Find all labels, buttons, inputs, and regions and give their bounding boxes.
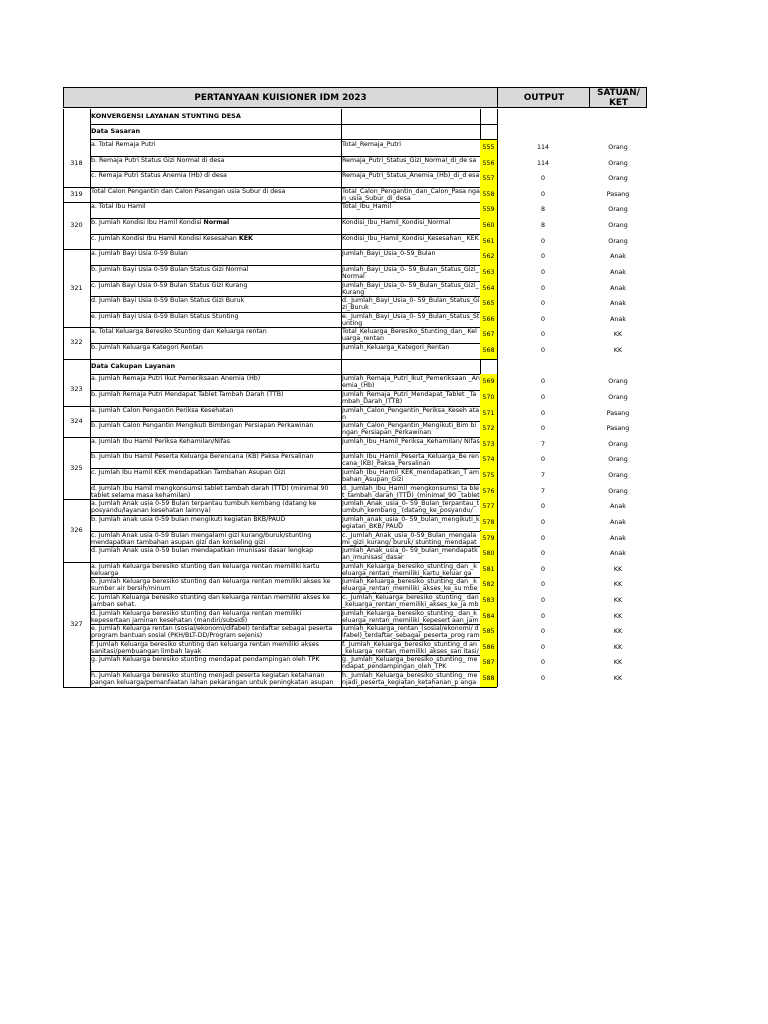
question-cell: d. Jumlah Anak usia 0-59 bulan mendapatkan imunisasi dasar lengkap (91, 547, 314, 555)
code-cell: 570 (480, 390, 497, 406)
code-cell: 571 (480, 406, 497, 422)
unit-cell: Anak (610, 518, 626, 526)
question-cell (90, 234, 341, 250)
code-cell: 564 (480, 281, 497, 297)
group-number: 322 (70, 338, 83, 347)
code-cell: 560 (480, 218, 497, 234)
question-cell: b. Jumlah anak usia 0-59 bulan mengikuti kegiatan BKB/PAUD (91, 515, 286, 523)
section-konvergensi: KONVERGENSI LAYANAN STUNTING DESA (91, 112, 241, 120)
unit-cell: Orang (608, 378, 628, 386)
unit-cell: Pasang (606, 409, 630, 417)
output-cell: 0 (540, 315, 545, 323)
unit-cell: Orang (608, 487, 628, 495)
variable-cell: Jumlah_Remaja_Putri_Ikut_Pemeriksaan _Anemia_(Hb) (342, 375, 480, 390)
output-cell: 0 (540, 300, 545, 308)
variable-cell: Remaja_Putri_Status_Gizi_Normal_di_de sa (342, 156, 477, 164)
table-row (63, 421, 647, 437)
code-cell: 563 (480, 265, 497, 281)
output-cell: 0 (540, 550, 545, 558)
question-cell: a. Jumlah Bayi Usia 0-59 Bulan (91, 250, 188, 258)
question-cell: Total Calon Pengantin dan Calon Pasangan usia Subur di desa (91, 187, 286, 195)
table-row (63, 265, 647, 281)
variable-cell: Kondisi_Ibu_Hamil_Kondisi_Kesesahan_ KEK (342, 234, 479, 242)
question-cell: f. Jumlah Keluarga beresiko stunting dan keluarga rentan memiliki akses sanitasi/pembuangan limbah layak (91, 640, 319, 655)
unit-cell: KK (613, 347, 623, 355)
question-cell: c. Jumlah Bayi Usia 0-59 Bulan Status Gizi Kurang (91, 281, 248, 289)
variable-cell: Jumlah_Calon_Pengantin_Mengikuti_Bim bingan_Persiapan_Perkawinan (342, 422, 477, 437)
output-cell: 0 (540, 347, 545, 355)
question-cell: a. Total Remaja Putri (91, 141, 156, 148)
unit-cell: Anak (610, 534, 626, 542)
table-row (63, 546, 647, 562)
variable-cell: Jumlah_Keluarga_Kategori_Rentan (342, 344, 450, 352)
unit-cell: Orang (608, 175, 628, 183)
output-cell: 0 (540, 393, 545, 401)
grid-hline (90, 359, 497, 360)
question-cell: a. Jumlah Calon Pengantin Periksa Kesehatan (91, 406, 234, 414)
variable-cell: Jumlah_Keluarga_beresiko_stunting_ dan_keluarga_rentan_memiliki_kepesert aan_jam (342, 609, 479, 624)
output-cell: 0 (540, 253, 545, 261)
variable-cell: g._Jumlah_Keluarga_beresiko_stunting_ mendapat_pendampingan_oleh_TPK (342, 656, 478, 671)
header-question: PERTANYAAN KUISIONER IDM 2023 (194, 92, 367, 103)
question-cell: b. Jumlah Keluarga Kategori Rentan (91, 344, 203, 352)
question-text: b. Jumlah Kondisi Ibu Hamil Kondisi (91, 219, 204, 227)
question-cell: b. Remaja Putri Status Gizi Normal di desa (91, 156, 225, 164)
variable-cell: Total_Remaja_Putri (342, 141, 402, 148)
output-cell: 0 (540, 503, 545, 511)
output-cell: 0 (540, 237, 545, 245)
question-cell: d. Jumlah Keluarga beresiko stunting dan keluarga rentan memiliki kepesertaan jaminan kesehatan (mandiri/subsidi) (91, 609, 302, 624)
variable-cell: c._Jumlah_Keluarga_beresiko_stunting_ dan_keluarga_rentan_memiliki_akses_ke_ja mb (342, 593, 479, 608)
variable-cell: Jumlah_Calon_Pengantin_Periksa_Keseh atan (342, 406, 480, 421)
code-cell: 562 (480, 249, 497, 265)
question-cell: d. Jumlah Bayi Usia 0-59 Bulan Status Gizi Buruk (91, 297, 245, 305)
table-row (63, 156, 647, 172)
group-number: 327 (70, 619, 83, 628)
table-row (63, 624, 647, 640)
table-row (63, 562, 647, 578)
table-row (63, 609, 647, 625)
group-number: 326 (70, 526, 83, 535)
output-cell: 0 (540, 331, 545, 339)
code-cell: 556 (480, 156, 497, 172)
code-cell: 584 (480, 609, 497, 625)
group-number: 324 (70, 416, 83, 425)
table-row (63, 577, 647, 593)
header-unit: SATUAN/ KET (589, 88, 647, 107)
group-number: 318 (70, 159, 83, 167)
unit-cell: Anak (610, 268, 626, 276)
question-cell: d. Jumlah Ibu Hamil mengkonsumsi tablet tambah darah (TTD) (minimal 90 tablet selama masa kehamilan) (91, 484, 329, 499)
question-cell: c. Remaja Putri Status Anemia (Hb) di desa (91, 172, 227, 180)
output-cell: 8 (540, 222, 545, 230)
header-output: OUTPUT (497, 88, 590, 107)
variable-cell: Total_Keluarga_Beresiko_Stunting_dan_ Keluarga_rentan (342, 328, 477, 343)
question-cell: a. Jumlah Keluarga beresiko stunting dan keluarga rentan memiliki kartu keluarga (91, 562, 320, 577)
variable-cell: Jumlah_Bayi_Usia_0- 59_Bulan_Status_Gizi_Normal (342, 265, 479, 280)
unit-cell: KK (613, 565, 623, 573)
unit-cell: Orang (608, 222, 628, 230)
code-cell: 565 (480, 296, 497, 312)
variable-cell: Total_Calon_Pengantin_dan_Calon_Pasa ngan_usia_Subur_di_desa (342, 187, 480, 202)
table-row (63, 499, 647, 515)
variable-cell: Jumlah_Keluarga_rentan_(sosial/ekonomi/ difabel)_terdaftar_sebagai_peserta_prog ram (342, 625, 480, 640)
unit-cell: Orang (608, 472, 628, 480)
code-cell: 573 (480, 437, 497, 453)
code-cell: 577 (480, 499, 497, 515)
table-body (63, 109, 647, 687)
variable-cell: d._Jumlah_Ibu_Hamil_mengkonsumsi_ta blet_tambah_darah_(TTD)_(minimal_90 _tablet (342, 484, 480, 499)
table-row (63, 468, 647, 484)
variable-cell: Total_Ibu_Hamil (342, 203, 392, 211)
code-cell: 575 (480, 468, 497, 484)
question-cell: b. Jumlah Keluarga beresiko stunting dan keluarga rentan memiliki akses ke sumber air bersih/minum (91, 578, 331, 593)
code-cell: 578 (480, 515, 497, 531)
table-row (63, 296, 647, 312)
table-row (63, 343, 647, 359)
table-header (63, 87, 647, 108)
unit-cell: Anak (610, 315, 626, 323)
unit-cell: Anak (610, 253, 626, 261)
output-cell: 0 (540, 378, 545, 386)
question-cell: e. Jumlah Keluarga rentan (sosial/ekonomi/difabel) terdaftar sebagai peserta program bantuan sosial (PKH/BLT-DD/Program sejenis) (91, 625, 333, 640)
question-cell (90, 218, 341, 234)
unit-cell: KK (613, 643, 623, 651)
unit-cell: Anak (610, 284, 626, 292)
table-row (63, 484, 647, 500)
group-number: 320 (70, 221, 83, 230)
unit-cell: Anak (610, 300, 626, 308)
table-row (63, 327, 647, 343)
table-row (63, 671, 647, 687)
question-cell: a. Jumlah Anak usia 0-59 Bulan terpantau tumbuh kembang (datang ke posyandu/layanan kesehatan lainnya) (91, 500, 317, 515)
table-row (63, 202, 647, 218)
unit-cell: KK (613, 612, 623, 620)
code-cell: 567 (480, 327, 497, 343)
output-cell: 0 (540, 565, 545, 573)
code-cell: 569 (480, 374, 497, 390)
table-row (63, 593, 647, 609)
variable-cell: Jumlah_Keluarga_beresiko_stunting_dan _keluarga_rentan_memiliki_kartu_keluar ga (342, 562, 477, 577)
table-row (63, 640, 647, 656)
output-cell: 0 (540, 456, 545, 464)
variable-cell: Jumlah_Ibu_Hamil_Periksa_Kehamilan/ Nifas (342, 437, 480, 445)
variable-cell: Jumlah_Bayi_Usia_0-59_Bulan (342, 250, 436, 258)
question-emphasis: KEK (238, 234, 253, 242)
table-row (63, 655, 647, 671)
code-cell: 568 (480, 343, 497, 359)
question-cell: b. Jumlah Bayi Usia 0-59 Bulan Status Gizi Normal (91, 265, 249, 273)
question-cell: a. Total Ibu Hamil (91, 203, 146, 211)
code-cell: 576 (480, 484, 497, 500)
output-cell: 0 (540, 643, 545, 651)
code-cell: 561 (480, 234, 497, 250)
code-cell: 587 (480, 655, 497, 671)
group-number: 319 (70, 189, 83, 198)
question-cell: a. Jumlah Remaja Putri Ikut Pemeriksaan Anemia (Hb) (91, 375, 261, 383)
code-cell: 557 (480, 171, 497, 187)
unit-cell: Orang (608, 393, 628, 401)
variable-cell: Jumlah_Keluarga_beresiko_stunting_dan _keluarga_rentan_memiliki_akses_ke_su mbe (342, 578, 478, 593)
unit-cell: Orang (608, 440, 628, 448)
code-cell: 588 (480, 671, 497, 687)
output-cell: 0 (540, 409, 545, 417)
output-cell: 0 (540, 268, 545, 276)
question-cell: c. Jumlah Keluarga beresiko stunting dan keluarga rentan memiliki akses ke jamban sehat. (91, 593, 330, 608)
table-row (63, 187, 647, 203)
table-row (63, 140, 647, 156)
variable-cell: e._Jumlah_Bayi_Usia_0- 59_Bulan_Status_Stunting (342, 312, 480, 327)
question-cell: b. Jumlah Calon Pengantin Mengikuti Bimbingan Persiapan Perkawinan (91, 422, 314, 430)
table-row (63, 312, 647, 328)
variable-cell: Jumlah_anak_usia_0- 59_bulan_mengikuti_kegiatan_BKB/ PAUD (342, 515, 480, 530)
question-cell: e. Jumlah Bayi Usia 0-59 Bulan Status Stunting (91, 312, 239, 320)
unit-cell: Anak (610, 550, 626, 558)
question-cell: a. Jumlah Ibu Hamil Periksa Kehamilan/Nifas (91, 437, 231, 445)
group-number: 321 (70, 284, 83, 293)
code-cell: 559 (480, 202, 497, 218)
grid-hline (90, 687, 497, 688)
output-cell: 114 (536, 159, 550, 167)
output-cell: 0 (540, 581, 545, 589)
code-cell: 585 (480, 624, 497, 640)
question-text: c. Jumlah Kondisi Ibu Hamil Kondisi Kesesahan (91, 234, 239, 242)
output-cell: 0 (540, 675, 545, 683)
output-cell: 0 (540, 518, 545, 526)
output-cell: 7 (540, 472, 545, 480)
variable-cell: Jumlah_Anak_usia_0- 59_Bulan_terpantau_tumbuh_kembang_ (datang_ke_posyandu/ (342, 500, 479, 515)
code-cell: 566 (480, 312, 497, 328)
variable-cell: Jumlah_Ibu_Hamil_KEK_mendapatkan_T ambahan_Asupan_Gizi (342, 469, 480, 484)
question-cell: c. Jumlah Anak usia 0-59 Bulan mengalami gizi kurang/buruk/stunting mendapatkan tambahan asupan gizi dan konseling gizi (91, 531, 312, 546)
section-data-cakupan: Data Cakupan Layanan (91, 361, 176, 370)
variable-cell: f._Jumlah_Keluarga_beresiko_stunting_d an_keluarga_rentan_memiliki_akses_san itasi/ (342, 640, 479, 655)
output-cell: 0 (540, 612, 545, 620)
code-cell: 579 (480, 531, 497, 547)
unit-cell: KK (613, 331, 623, 339)
question-cell: g. Jumlah Keluarga beresiko stunting mendapat pendampingan oleh TPK (91, 656, 320, 664)
unit-cell: KK (613, 581, 623, 589)
code-cell: 583 (480, 593, 497, 609)
table-row (63, 531, 647, 547)
table-row (63, 218, 647, 234)
table-row (63, 171, 647, 187)
table-row (63, 437, 647, 453)
grid-hline (63, 359, 90, 360)
question-cell: b. Jumlah Remaja Putri Mendapat Tablet Tambah Darah (TTB) (91, 390, 284, 398)
code-cell: 586 (480, 640, 497, 656)
output-cell: 0 (540, 190, 545, 198)
output-cell: 0 (540, 534, 545, 542)
code-cell: 574 (480, 452, 497, 468)
unit-cell: KK (613, 596, 623, 604)
table-row (63, 406, 647, 422)
table-row (63, 390, 647, 406)
unit-cell: KK (613, 675, 623, 683)
table-row (63, 515, 647, 531)
code-cell: 558 (480, 187, 497, 203)
unit-cell: Pasang (606, 190, 630, 198)
variable-cell: Jumlah_Anak_usia_0- 59_bulan_mendapatkan_imunisasi_dasar (342, 547, 478, 562)
code-cell: 580 (480, 546, 497, 562)
output-cell: 114 (536, 144, 550, 151)
unit-cell: KK (613, 659, 623, 667)
unit-cell: Orang (608, 456, 628, 464)
unit-cell: Orang (608, 159, 628, 167)
group-number: 325 (70, 463, 83, 472)
output-cell: 0 (540, 425, 545, 433)
variable-cell: Jumlah_Remaja_Putri_Mendapat_Tablet _Tambah_Darah_(TTB) (342, 390, 477, 405)
output-cell: 7 (540, 487, 545, 495)
unit-cell: Orang (608, 144, 628, 151)
table-row (63, 234, 647, 250)
table-row (63, 249, 647, 265)
table-row (63, 374, 647, 390)
question-cell: a. Total Keluarga Beresiko Stunting dan Keluarga rentan (91, 328, 267, 336)
variable-cell: Jumlah_Bayi_Usia_0- 59_Bulan_Status_Gizi_Kurang (342, 281, 479, 296)
variable-cell: Remaja_Putri_Status_Anemia_(Hb)_di_d esa (342, 172, 480, 180)
question-cell: b. Jumlah Ibu Hamil Peserta Keluarga Berencana (KB) Paksa Persalinan (91, 453, 314, 461)
unit-cell: Anak (610, 503, 626, 511)
unit-cell: Orang (608, 206, 628, 214)
question-cell: h. Jumlah Keluarga beresiko stunting menjadi peserta kegiatan ketahanan pangan keluarga/pemanfaatan lahan pekarangan untuk peningkatan asupan (91, 672, 334, 687)
code-cell: 572 (480, 421, 497, 437)
unit-cell: Pasang (606, 425, 630, 433)
variable-cell: Jumlah_Ibu_Hamil_Peserta_Keluarga_Be rencana_(KB)_Paksa_Persalinan (342, 453, 480, 468)
unit-cell: KK (613, 628, 623, 636)
unit-cell: Orang (608, 237, 628, 245)
group-number: 323 (70, 385, 83, 394)
grid-hline (63, 687, 90, 688)
table-row (63, 281, 647, 297)
code-cell: 581 (480, 562, 497, 578)
output-cell: 7 (540, 440, 545, 448)
code-cell: 582 (480, 577, 497, 593)
output-cell: 0 (540, 175, 545, 183)
question-emphasis: Normal (203, 219, 230, 227)
variable-cell: d._Jumlah_Bayi_Usia_0- 59_Bulan_Status_Gizi_Buruk (342, 297, 480, 312)
output-cell: 0 (540, 596, 545, 604)
table-row (63, 452, 647, 468)
code-cell: 555 (480, 140, 497, 156)
output-cell: 0 (540, 659, 545, 667)
variable-cell: Kondisi_Ibu_Hamil_Kondisi_Normal (342, 219, 451, 227)
output-cell: 0 (540, 284, 545, 292)
variable-cell: c._Jumlah_Anak_usia_0-59_Bulan_mengalami_gizi_kurang/ buruk/ stunting_mendapat (342, 531, 477, 546)
section-data-sasaran: Data Sasaran (91, 127, 141, 135)
variable-cell: h._Jumlah_Keluarga_beresiko_stunting_ menjadi_peserta_kegiatan_ketahanan_p anga (342, 672, 478, 687)
output-cell: 8 (540, 206, 545, 214)
output-cell: 0 (540, 628, 545, 636)
question-cell: c. Jumlah Ibu Hamil KEK mendapatkan Tambahan Asupan Gizi (91, 469, 286, 477)
